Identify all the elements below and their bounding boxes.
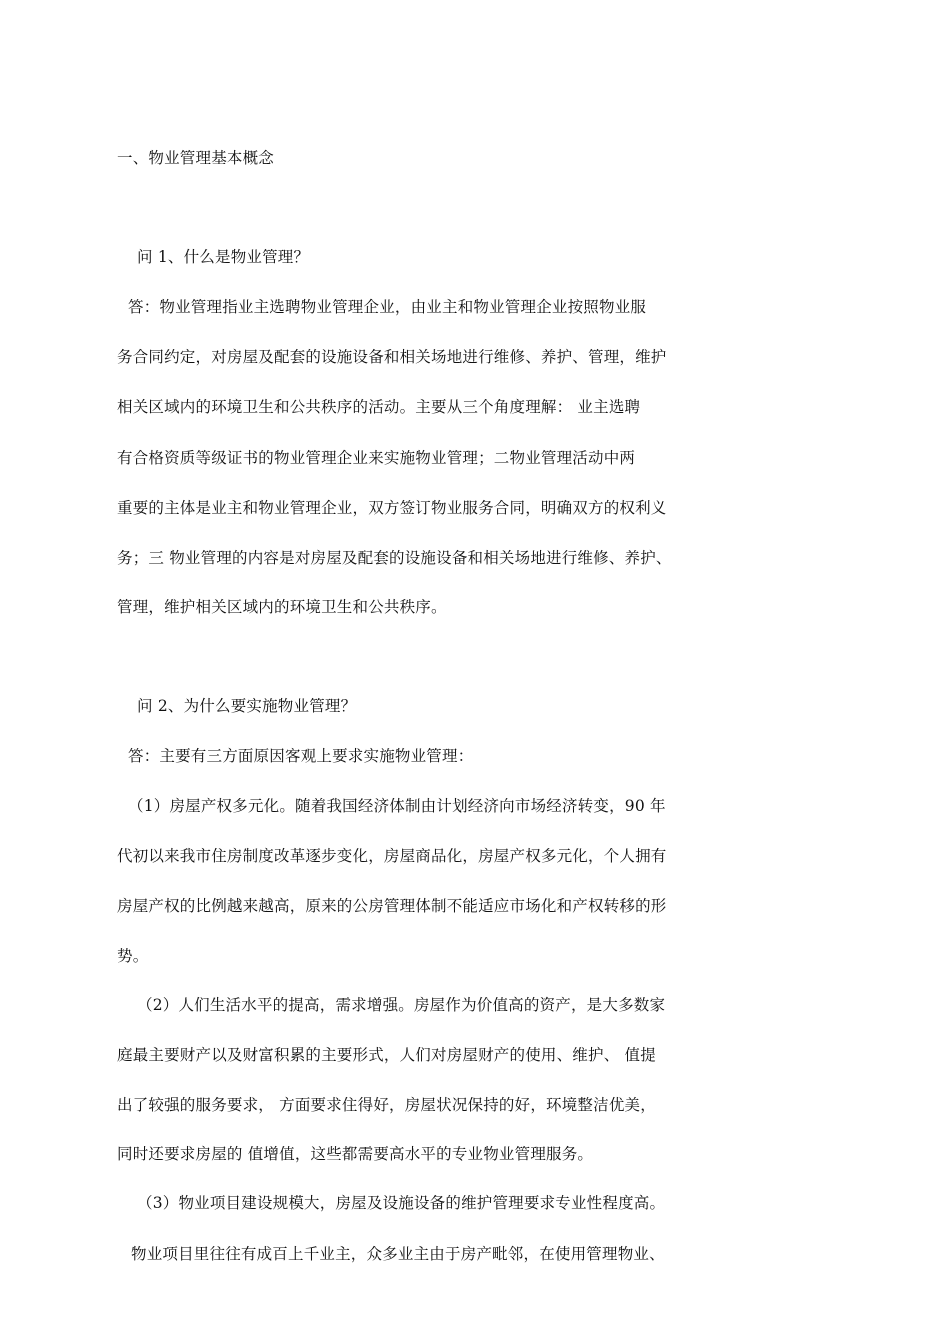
reason-1-line: 房屋产权的比例越来越高，原来的公房管理体制不能适应市场化和产权转移的形 <box>117 897 667 915</box>
reason-2-line: （2）人们生活水平的提高，需求增强。房屋作为价值高的资产，是大多数家 <box>137 996 666 1014</box>
answer-1-line: 务合同约定，对房屋及配套的设施设备和相关场地进行维修、养护、管理，维护 <box>117 348 667 366</box>
section-title: 一、物业管理基本概念 <box>117 149 275 167</box>
answer-1-line: 答：物业管理指业主选聘物业管理企业，由业主和物业管理企业按照物业服 <box>128 298 647 316</box>
answer-1-line: 管理，维护相关区域内的环境卫生和公共秩序。 <box>117 598 447 616</box>
question-2: 问 2、为什么要实施物业管理？ <box>137 697 357 715</box>
reason-1-line: 代初以来我市住房制度改革逐步变化，房屋商品化，房屋产权多元化，个人拥有 <box>117 847 667 865</box>
reason-3-line: 物业项目里往往有成百上千业主，众多业主由于房产毗邻，在使用管理物业、 <box>131 1245 665 1263</box>
reason-1-line: （1）房屋产权多元化。随着我国经济体制由计划经济向市场经济转变，90 年 <box>128 797 666 815</box>
answer-1-line: 务；三 物业管理的内容是对房屋及配套的设施设备和相关场地进行维修、养护、 <box>117 549 672 567</box>
reason-2-line: 出了较强的服务要求， 方面要求住得好，房屋状况保持的好，环境整洁优美， <box>117 1096 656 1114</box>
reason-3-line: （3）物业项目建设规模大，房屋及设施设备的维护管理要求专业性程度高。 <box>137 1194 666 1212</box>
answer-2-intro: 答：主要有三方面原因客观上要求实施物业管理： <box>128 747 474 765</box>
reason-2-line: 同时还要求房屋的 值增值，这些都需要高水平的专业物业管理服务。 <box>117 1145 594 1163</box>
question-1: 问 1、什么是物业管理？ <box>137 248 310 266</box>
answer-1-line: 相关区域内的环境卫生和公共秩序的活动。主要从三个角度理解： 业主选聘 <box>117 398 641 416</box>
answer-1-line: 重要的主体是业主和物业管理企业，双方签订物业服务合同，明确双方的权利义 <box>117 499 667 517</box>
reason-1-line: 势。 <box>117 947 149 965</box>
reason-2-line: 庭最主要财产以及财富积累的主要形式，人们对房屋财产的使用、维护、 值提 <box>117 1046 656 1064</box>
answer-1-line: 有合格资质等级证书的物业管理企业来实施物业管理；二物业管理活动中两 <box>117 449 636 467</box>
